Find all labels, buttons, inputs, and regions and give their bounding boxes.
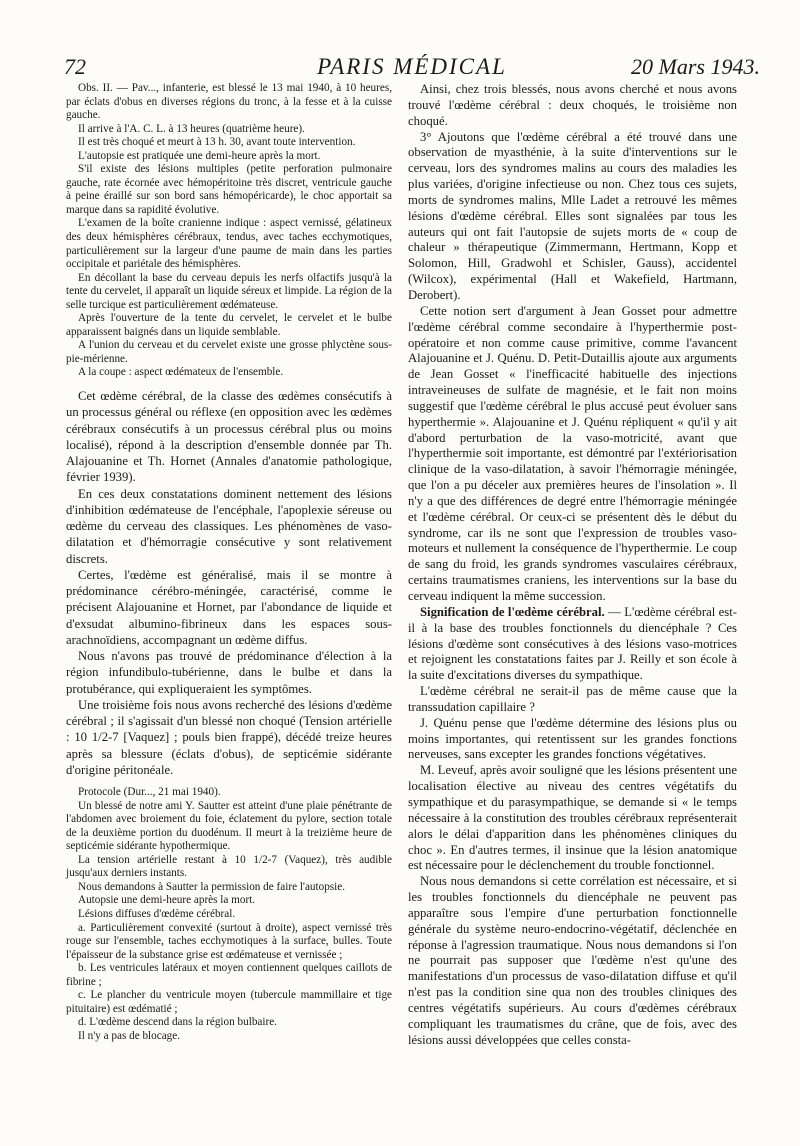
paragraph: Lésions diffuses d'œdème cérébral.: [78, 907, 236, 920]
paragraph: Certes, l'œdème est généralisé, mais il se montre à prédominance cérébro-méningée, caractérisé, comme le précisent Alajouanine et Hornet, par l'abondance de liquide et d'exsudat albumino-fibrineux dans les espaces sous-arachnoïdiens, accompagnant un œdème diffus.: [66, 567, 392, 647]
journal-title: PARIS MÉDICAL: [317, 54, 507, 79]
paragraph: A l'union du cerveau et du cervelet existe une grosse phlyctène sous-pie-mérienne.: [66, 339, 392, 365]
paragraph: En décollant la base du cerveau depuis les nerfs olfactifs jusqu'à la tente du cervelet, il apparaît un liquide séreux et limpide. La région de la selle turcique est particulièrement œdémateuse.: [66, 271, 392, 311]
discussion-block: [66, 388, 392, 778]
paragraph: L'autopsie est pratiquée une demi-heure après la mort.: [78, 149, 321, 162]
issue-date: 20 Mars 1943.: [631, 54, 760, 79]
paragraph: Cette notion sert d'argument à Jean Gosset pour admettre l'œdème cérébral comme secondaire à l'hyperthermie post-opératoire et non comme cause primitive, comme l'avancent Alajouanine et J. Quénu. D. Petit-Dutaillis ajoute aux arguments de Jean Gosset « l'inefficacité habituelle des injections intraveineuses de sulfate de magnésie, et le fait non moins suggestif que l'œdème cérébral le plus accusé peut évoluer sans hyperthermie ». Alajouanine et J. Quénu répliquent « qu'il y ait d'abord perturbation de la vaso-motricité, avant que l'hyperthermie soit importante, est démontré par l'extériorisation clinique de la vaso-dilatation, à savoir l'hémorragie méningée, que l'on a pu déceler aux premières heures de l'insolation ». Il n'y a que des différences de degré entre l'hémorragie méningée et l'œdème cérébral. Or ceux-ci se présentent dès le début du syndrome, car ils ne sont que l'expression de troubles vaso-moteurs et nullement la conséquence de l'hyperthermie. Le coup de sang du froid, les grands syndromes vasculaires cérébraux, certains traumatismes craniens, les interventions sur la base du cerveau indiquent la même succession.: [408, 303, 737, 603]
right-text: [408, 82, 737, 1048]
paragraph: Il arrive à l'A. C. L. à 13 heures (quatrième heure).: [78, 122, 305, 135]
section-paragraph: [408, 605, 737, 684]
paragraph: L'examen de la boîte cranienne indique : aspect vernissé, gélatineux des deux hémisphères cérébraux, tendus, avec taches ecchymotiques, particulièrement sur la largeur d'une paume de main dans les parties occipitale et pariétale des hémisphères.: [66, 217, 392, 271]
left-column: [66, 82, 392, 1043]
paragraph: J. Quénu pense que l'œdème détermine des lésions plus ou moins importantes, qui retentissent sur les grandes fonctions nerveuses, sans excepter les grandes fonctions végétatives.: [408, 715, 737, 762]
page-number: 72: [64, 54, 86, 79]
observation-block: [66, 82, 392, 380]
paragraph: Protocole (Dur..., 21 mai 1940).: [78, 786, 221, 799]
section-text: — L'œdème cérébral est-il à la base des troubles fonctionnels du diencéphale ? Ces lésions d'œdème sont consécutives à des lésions vaso-motrices et rejoignent les constatations faites par J. Reilly et son école à la suite d'excitations diverses du sympathique.: [408, 604, 737, 683]
paragraph: d. L'œdème descend dans la région bulbaire.: [78, 1016, 277, 1029]
paragraph: b. Les ventricules latéraux et moyen contiennent quelques caillots de fibrine ;: [66, 962, 392, 988]
section-heading: Signification de l'œdème cérébral.: [420, 604, 605, 619]
right-column: [408, 82, 737, 1048]
paragraph: Après l'ouverture de la tente du cervelet, le cervelet et le bulbe apparaissent baignés dans un liquide semblable.: [66, 312, 392, 338]
paragraph: M. Leveuf, après avoir souligné que les lésions présentent une localisation élective au niveau des centres végétatifs du sympathique et du parasympathique, se demande si « le temps nécessaire à la constitution des troubles cérébraux représenterait alors le délai d'apparition dans les phénomènes cliniques du choc ». En d'autres termes, il insinue que la lésion anatomique est nécessaire pour le déclenchement du trouble fonctionnel.: [408, 763, 737, 873]
paragraph: A la coupe : aspect œdémateux de l'ensemble.: [78, 366, 284, 379]
protocol-block: [66, 786, 392, 1043]
paragraph: Il n'y a pas de blocage.: [78, 1029, 181, 1042]
paragraph: L'œdème cérébral ne serait-il pas de même cause que la transsudation capillaire ?: [408, 684, 737, 714]
paragraph: Une troisième fois nous avons recherché des lésions d'œdème cérébral ; il s'agissait d'un blessé non choqué (Tension artérielle : 10 1/2-7 [Vaquez] ; pouls bien frappé), décédé treize heures après sa blessure (éclats d'obus), de septicémie sidérante d'origine péritonéale.: [66, 697, 392, 777]
paragraph: S'il existe des lésions multiples (petite perforation pulmonaire gauche, rate écornée avec hémopéritoine très discret, ventricule gauche à peine éraillé sur son bord sans hémopéricarde), le choc apportait sa marque dans sa rapidité évolutive.: [66, 163, 392, 216]
paragraph: Nous nous demandons si cette corrélation est nécessaire, et si les troubles fonctionnels du diencéphale ne peuvent pas apparaître sous l'empire d'une perturbation fonctionnelle générale du système neuro-endocrino-végétatif, déclenchée en réponse à l'agression traumatique. Nous nous demandons si l'on ne pourrait pas supposer que l'œdème n'est qu'une des manifestations d'un processus de vaso-dilatation diffuse et qu'il n'est pas la condition sine qua non des troubles cliniques des centres végétatifs supérieurs. Au cours d'œdèmes cérébraux compliquant les traumatismes du crâne, que de fois, avec des lésions aussi développées que celles consta-: [408, 874, 737, 1047]
paragraph: Un blessé de notre ami Y. Sautter est atteint d'une plaie pénétrante de l'abdomen avec broiement du foie, éclatement du pylore, section totale de la deuxième portion du duodénum. Il meurt à la treizième heure de septicémie sidérante hypothermique.: [66, 799, 392, 853]
paragraph: Il est très choqué et meurt à 13 h. 30, avant toute intervention.: [78, 136, 356, 149]
paragraph: En ces deux constatations dominent nettement des lésions d'inhibition œdémateuse de l'encéphale, l'apoplexie séreuse ou œdème du cerveau des classiques. Les phénomènes de vaso-dilatation et d'hémorragie consécutive y sont relativement discrets.: [66, 486, 392, 566]
paragraph: a. Particulièrement convexité (surtout à droite), aspect vernissé très rouge sur l'ensemble, taches ecchymotiques à la surface, bulles. Toute l'épaisseur de la substance grise est œdémateuse et vernissée ;: [66, 921, 392, 961]
paragraph: Obs. II. — Pav..., infanterie, est blessé le 13 mai 1940, à 10 heures, par éclats d'obus en diverses régions du tronc, à la fesse et à la cuisse gauche.: [66, 82, 392, 122]
paragraph: Cet œdème cérébral, de la classe des œdèmes consécutifs à un processus général ou réflexe (en opposition avec les œdèmes cérébraux consécutifs à un processus cérébral plus ou moins localisé), répond à la description d'ensemble donnée par Th. Alajouanine et Th. Hornet (Annales d'anatomie pathologique, février 1939).: [66, 389, 392, 485]
paragraph: Autopsie une demi-heure après la mort.: [78, 894, 256, 907]
paragraph: Nous demandons à Sautter la permission de faire l'autopsie.: [78, 880, 346, 893]
paragraph: 3° Ajoutons que l'œdème cérébral a été trouvé dans une observation de myasthénie, à la suite d'interventions sur le cerveau, lors des syndromes malins au cours des maladies les plus variées, d'origine infectieuse ou non. Chez tous ces sujets, morts de syndromes malins, Mlle Ladet a retrouvé les mêmes lésions d'œdème cérébral. Elles sont signalées par tous les auteurs qui ont fait l'autopsie de sujets morts de « coup de chaleur » thérapeutique (Zimmermann, Hertmann, Kopp et Solomon, Hill, Gradwohl et Schisler, Gauss), accidentel (Wilcox), expérimental (Hall et Wakefield, Hartmann, Derobert).: [408, 129, 737, 302]
page-header: [64, 54, 760, 82]
paragraph: c. Le plancher du ventricule moyen (tubercule mammillaire et tige pituitaire) est œdématié ;: [66, 989, 392, 1015]
paragraph: Nous n'avons pas trouvé de prédominance d'élection à la région infundibulo-tubérienne, dans le bulbe et dans la protubérance, qui expliqueraient les symptômes.: [66, 649, 392, 696]
paragraph: Ainsi, chez trois blessés, nous avons cherché et nous avons trouvé l'œdème cérébral : deux choqués, le troisième non choqué.: [408, 82, 737, 128]
paragraph: La tension artérielle restant à 10 1/2-7 (Vaquez), très audible jusqu'aux derniers instants.: [66, 853, 392, 880]
